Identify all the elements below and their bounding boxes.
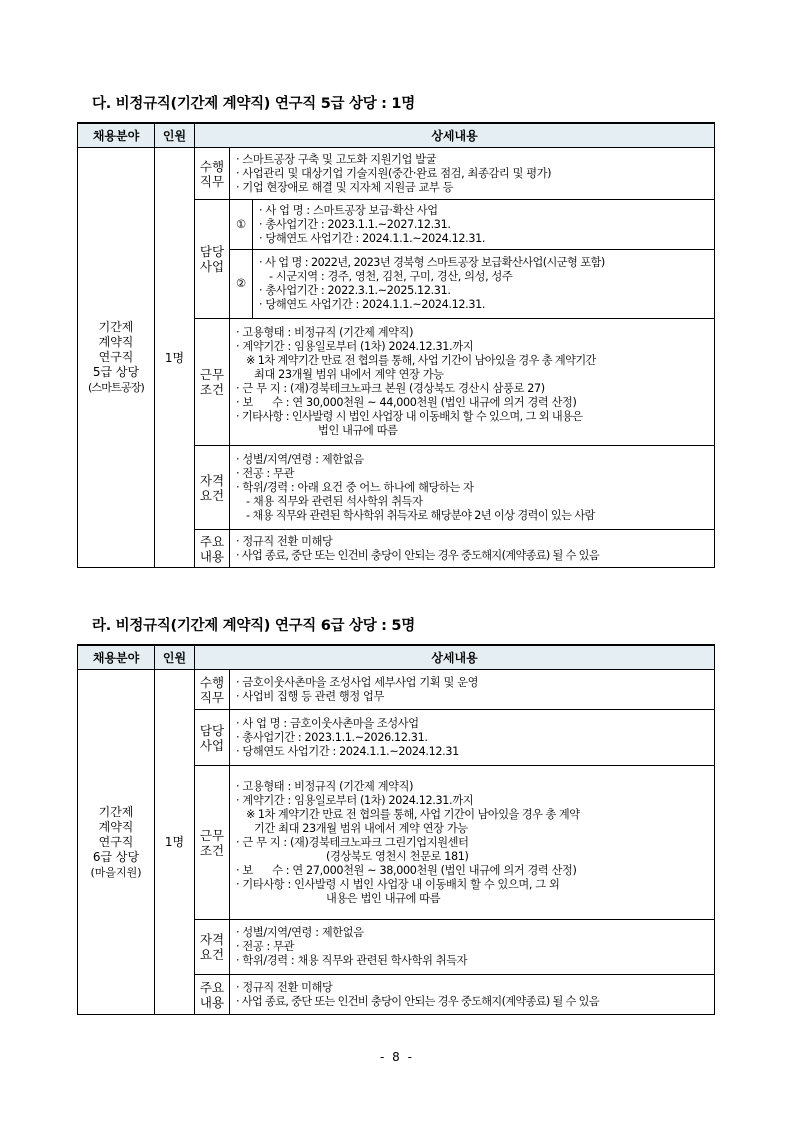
- label-line: 자격: [199, 932, 225, 947]
- detail-line: ※ 1차 계약기간 만료 전 협의를 통해, 사업 기간이 남아있을 경우 총 계약: [246, 807, 580, 821]
- detail-line: · 사 업 명 : 2022년, 2023년 경북형 스마트공장 보급확산사업(시군형 포함): [259, 256, 605, 269]
- category-line: 기간제: [98, 804, 134, 819]
- project-2-detail: [253, 250, 715, 319]
- detail-line: · 사 업 명 : 금호이웃사촌마을 조성사업: [236, 716, 419, 730]
- people-cell: 1명: [155, 670, 195, 1015]
- detail-line: · 총사업기간 : 2023.1.1.~2027.12.31.: [259, 217, 451, 231]
- detail-line: 최대 23개월 범위 내에서 계약 연장 가능: [254, 368, 444, 381]
- duty-label: [195, 148, 230, 200]
- label-line: 주요: [199, 979, 225, 995]
- category-line: 연구직: [98, 350, 134, 364]
- label-line: 요건: [199, 487, 225, 503]
- conditions-detail: [230, 766, 715, 920]
- detail-line: · 사 업 명 : 스마트공장 보급·확산 사업: [259, 203, 438, 217]
- label-line: 근무: [199, 367, 225, 382]
- notes-detail: [230, 975, 715, 1015]
- label-line: 수행: [199, 674, 225, 690]
- detail-line: · 스마트공장 구축 및 고도화 지원기업 발굴: [236, 152, 437, 166]
- label-line: 조건: [199, 382, 225, 397]
- detail-line: · 보 수 : 연 27,000천원 ~ 38,000천원 (법인 내규에 의거 경력 산정): [236, 863, 577, 877]
- section-d-title: 라. 비정규직(기간제 계약직) 연구직 6급 상당 : 5명: [92, 618, 415, 634]
- detail-line: 내용은 법인 내규에 따름: [326, 891, 441, 905]
- detail-line: · 기타사항 : 인사발령 시 법인 사업장 내 이동배치 할 수 있으며, 그 외: [236, 877, 560, 891]
- conditions-label: [195, 766, 230, 920]
- detail-line: · 근 무 지 : (재)경북테크노파크 본원 (경상북도 경산시 삼풍로 27): [236, 382, 545, 395]
- header-field: 채용분야: [78, 123, 155, 148]
- detail-line: · 계약기간 : 임용일로부터 (1차) 2024.12.31.까지: [236, 340, 474, 353]
- qualification-detail: [230, 920, 715, 975]
- people-cell: 1명: [155, 148, 195, 568]
- detail-line: · 사업 종료, 중단 또는 인건비 충당이 안되는 경우 중도해지(계약종료) 될 수 있음: [236, 548, 599, 562]
- category-line: 연구직: [98, 834, 134, 849]
- category-line: 기간제: [98, 320, 134, 334]
- detail-line: - 채용 직무와 관련된 학사학위 취득자로 해당분야 2년 이상 경력이 있는 사람: [246, 508, 595, 522]
- label-line: 담당: [199, 244, 225, 259]
- detail-line: · 계약기간 : 임용일로부터 (1차) 2024.12.31.까지: [236, 793, 474, 807]
- label-line: 내용: [199, 548, 225, 564]
- category-line: 6급 상당: [92, 849, 140, 864]
- detail-line: · 사업관리 및 대상기업 기술지원(중간·완료 점검, 최종감리 및 평가): [236, 166, 552, 180]
- duty-detail: [230, 148, 715, 200]
- label-line: 사업: [199, 259, 225, 274]
- detail-line: · 성별/지역/연령 : 제한없음: [236, 452, 364, 466]
- detail-line: 기간 최대 23개월 범위 내에서 계약 연장 가능: [254, 821, 468, 835]
- label-line: 사업: [199, 737, 225, 753]
- detail-line: · 당해연도 사업기간 : 2024.1.1.~2024.12.31: [236, 744, 459, 758]
- page-number: - 8 -: [380, 1050, 414, 1064]
- row-duty: [78, 670, 715, 710]
- category-line: (스마트공장): [87, 381, 145, 394]
- label-line: 직무: [199, 173, 225, 189]
- label-line: 담당: [199, 722, 225, 738]
- header-field: 채용분야: [78, 645, 155, 670]
- project-label: [195, 710, 230, 766]
- detail-line: · 사업비 집행 등 관련 행정 업무: [236, 689, 384, 703]
- notes-label: [195, 975, 230, 1015]
- detail-line: · 고용형태 : 비정규직 (기간제 계약직): [236, 326, 414, 339]
- detail-line: · 성별/지역/연령 : 제한없음: [236, 926, 364, 939]
- detail-line: · 금호이웃사촌마을 조성사업 세부사업 기획 및 운영: [236, 675, 479, 689]
- detail-line: · 고용형태 : 비정규직 (기간제 계약직): [236, 779, 414, 793]
- label-line: 요건: [199, 947, 225, 962]
- detail-line: 법인 내규에 따름: [318, 424, 398, 437]
- detail-line: - 시군지역 : 경주, 영천, 김천, 구미, 경산, 의성, 성주: [269, 270, 513, 283]
- project-marker-2: ②: [230, 250, 253, 319]
- detail-line: · 총사업기간 : 2023.1.1.~2026.12.31.: [236, 730, 428, 744]
- qualification-label: [195, 920, 230, 975]
- project-detail: [230, 710, 715, 766]
- category-line: 계약직: [98, 819, 134, 834]
- header-count: 인원: [155, 123, 195, 148]
- category-cell: [78, 670, 155, 1015]
- section-c-table: [77, 122, 715, 568]
- table-header-row: [78, 123, 715, 148]
- detail-line: · 보 수 : 연 30,000천원 ~ 44,000천원 (법인 내규에 의거 경력 산정): [236, 396, 577, 409]
- category-cell: [78, 148, 155, 568]
- detail-line: · 당해연도 사업기간 : 2024.1.1.~2024.12.31.: [259, 231, 486, 245]
- detail-line: · 기업 현장애로 해결 및 지자체 지원금 교부 등: [236, 180, 454, 194]
- detail-line: · 정규직 전환 미해당: [236, 980, 333, 994]
- notes-label: [195, 530, 230, 568]
- detail-line: · 학위/경력 : 아래 요건 중 어느 하나에 해당하는 자: [236, 480, 474, 494]
- conditions-label: [195, 319, 230, 446]
- header-detail: 상세내용: [195, 123, 715, 148]
- section-d-table: [77, 644, 715, 1015]
- detail-line: · 전공 : 무관: [236, 466, 295, 480]
- row-duty: [78, 148, 715, 200]
- detail-line: - 채용 직무와 관련된 석사학위 취득자: [246, 494, 423, 508]
- detail-line: · 근 무 지 : (재)경북테크노파크 그린기업지원센터: [236, 835, 469, 849]
- label-line: 근무: [199, 827, 225, 843]
- label-line: 주요: [199, 533, 225, 549]
- label-line: 직무: [199, 689, 225, 705]
- project-label: [195, 200, 230, 319]
- detail-line: · 학위/경력 : 채용 직무와 관련된 학사학위 취득자: [236, 954, 468, 967]
- category-line: 계약직: [98, 335, 134, 349]
- category-line: 5급 상당: [92, 365, 140, 379]
- project-marker-1: ①: [230, 200, 253, 250]
- label-line: 수행: [199, 158, 225, 174]
- qualification-label: [195, 446, 230, 530]
- detail-line: · 당해연도 사업기간 : 2024.1.1.~2024.12.31.: [259, 298, 486, 311]
- notes-detail: [230, 530, 715, 568]
- duty-detail: [230, 670, 715, 710]
- label-line: 조건: [199, 842, 225, 858]
- detail-line: ※ 1차 계약기간 만료 전 협의를 통해, 사업 기간이 남아있을 경우 총 계약기간: [246, 354, 596, 367]
- detail-line: · 기타사항 : 인사발령 시 법인 사업장 내 이동배치 할 수 있으며, 그 외 내용은: [236, 410, 583, 423]
- conditions-detail: [230, 319, 715, 446]
- table-header-row: [78, 645, 715, 670]
- category-line: (마을지원): [90, 865, 142, 879]
- header-detail: 상세내용: [195, 645, 715, 670]
- label-line: 자격: [199, 472, 225, 488]
- header-count: 인원: [155, 645, 195, 670]
- detail-line: · 총사업기간 : 2022.3.1.~2025.12.31.: [259, 284, 451, 297]
- duty-label: [195, 670, 230, 710]
- section-c-title: 다. 비정규직(기간제 계약직) 연구직 5급 상당 : 1명: [92, 96, 415, 112]
- detail-line: · 사업 종료, 중단 또는 인건비 충당이 안되는 경우 중도해지(계약종료) 될 수 있음: [236, 994, 599, 1008]
- project-1-detail: [253, 200, 715, 250]
- detail-line: · 정규직 전환 미해당: [236, 534, 333, 548]
- detail-line: (경상북도 영천시 천문로 181): [326, 849, 469, 863]
- detail-line: · 전공 : 무관: [236, 940, 295, 953]
- label-line: 내용: [199, 994, 225, 1010]
- qualification-detail: [230, 446, 715, 530]
